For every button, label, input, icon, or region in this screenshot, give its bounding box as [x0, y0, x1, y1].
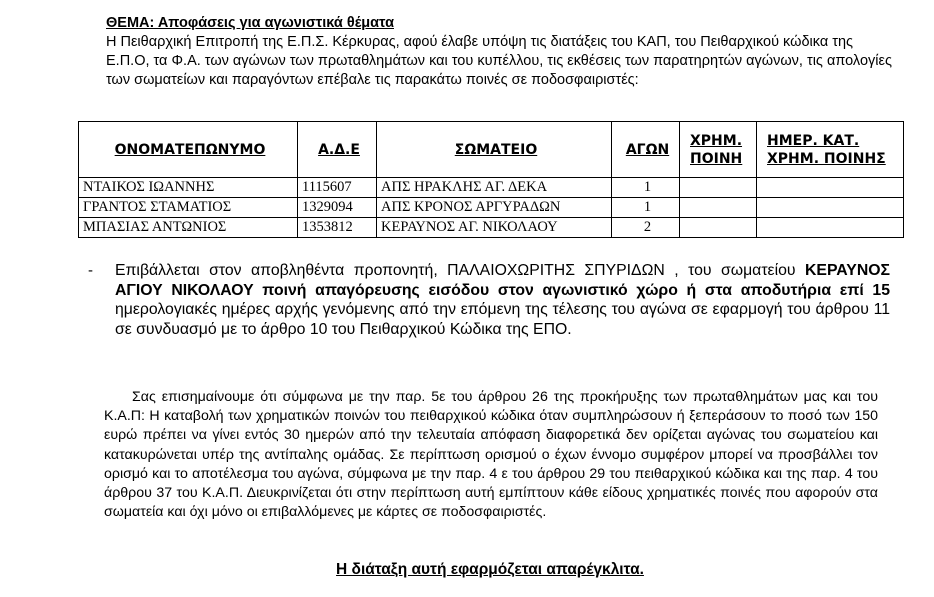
cell-ade: 1329094 [298, 198, 377, 218]
header-fine [680, 122, 757, 178]
subject-title: ΘΕΜΑ: Αποφάσεις για αγωνιστικά θέματα [106, 15, 394, 31]
cell-fine [680, 218, 757, 238]
cell-name: ΓΡΑΝΤΟΣ ΣΤΑΜΑΤΙΟΣ [79, 198, 298, 218]
cell-matches: 2 [612, 218, 680, 238]
header-matches: ΑΓΩΝ [612, 122, 680, 178]
footer-statement [0, 561, 934, 579]
coach-decision-paragraph [115, 261, 890, 339]
decision-bold-text: ΚΕΡΑΥΝΟΣ ΑΓΙΟΥ ΝΙΚΟΛΑΟΥ ποινή απαγόρευσης εισόδου στον αγωνιστικό χώρο ή στα αποδυτήρια επί 15 [115, 262, 890, 299]
cell-fine-date [757, 198, 904, 218]
cell-ade: 1115607 [298, 178, 377, 198]
header-fine-line1: ΧΡΗΜ. [690, 132, 743, 149]
subject-paragraph [106, 14, 896, 90]
cell-fine [680, 198, 757, 218]
decision-text-2: ημερολογιακές ημέρες αρχής γενόμενης από την επόμενη της τέλεσης του αγώνα σε εφαρμογή του άρθρου 11 σε συνδυασμό με το άρθρο 10 του Πειθαρχικού Κώδικα της ΕΠΟ. [115, 301, 890, 338]
header-club: ΣΩΜΑΤΕΙΟ [377, 122, 612, 178]
cell-matches: 1 [612, 178, 680, 198]
cell-club: ΚΕΡΑΥΝΟΣ ΑΓ. ΝΙΚΟΛΑΟΥ [377, 218, 612, 238]
cell-fine [680, 178, 757, 198]
list-bullet: - [88, 262, 93, 279]
header-date-line1: ΗΜΕΡ. ΚΑΤ. [767, 132, 860, 149]
cell-matches: 1 [612, 198, 680, 218]
cell-fine-date [757, 218, 904, 238]
cell-name: ΝΤΑΙΚΟΣ ΙΩΑΝΝΗΣ [79, 178, 298, 198]
header-ade: Α.Δ.Ε [298, 122, 377, 178]
cell-club: ΑΠΣ ΚΡΟΝΟΣ ΑΡΓΥΡΑΔΩΝ [377, 198, 612, 218]
header-fine-date [757, 122, 904, 178]
notice-paragraph: Σας επισημαίνουμε ότι σύμφωνα με την παρ. 5ε του άρθρου 26 της προκήρυξης των πρωταθλημάτων μας και του Κ.Α.Π: Η καταβολή των χρηματικών ποινών του πειθαρχικού κώδικα όταν συμπληρώσουν ή ξεπεράσουν το ποσό των 150 ευρώ πρέπει να γίνει εντός 30 ημερών από την τελευταία απόφαση διαφορετικά δεν ορίζεται αγώνας του σωματείου και κατακυρώνεται υπέρ της αντίπαλης ομάδας. Σε περίπτωση ορισμού ο έχων έννομο συμφέρον μπορεί να προσβάλλει τον ορισμό και το αποτέλεσμα του αγώνα, σύμφωνα με την παρ. 4 ε του άρθρου 29 του πειθαρχικού κώδικα και της παρ. 4 του άρθρου 37 του Κ.Α.Π. Διευκρινίζεται ότι στην περίπτωση αυτή εμπίπτουν κάθε είδους χρηματικές ποινές που αφορούν στα σωματεία και όχι μόνο οι επιβαλλόμενες με κάρτες σε ποδοσφαιριστές. [104, 389, 878, 521]
header-date-line2: ΧΡΗΜ. ΠΟΙΝΗΣ [767, 150, 886, 167]
cell-name: ΜΠΑΣΙΑΣ ΑΝΤΩΝΙΟΣ [79, 218, 298, 238]
cell-ade: 1353812 [298, 218, 377, 238]
footer-text: Η διάταξη αυτή εφαρμόζεται απαρέγκλιτα. [336, 561, 644, 578]
cell-fine-date [757, 178, 904, 198]
table-row [79, 218, 904, 238]
header-name: ΟΝΟΜΑΤΕΠΩΝΥΜΟ [79, 122, 298, 178]
subject-body: Η Πειθαρχική Επιτροπή της Ε.Π.Σ. Κέρκυρας, αφού έλαβε υπόψη τις διατάξεις του ΚΑΠ, του Πειθαρχικού κώδικα της Ε.Π.Ο, τα Φ.Α. των αγώνων των πρωταθλημάτων και του κυπέλλου, τις εκθέσεις των παρατηρητών αγώνων, τις απολογίες των σωματείων και παραγόντων επέβαλε τις παρακάτω ποινές σε ποδοσφαιριστές: [106, 34, 892, 88]
header-fine-line2: ΠΟΙΝΗ [690, 150, 743, 167]
decision-text-1: Επιβάλλεται στον αποβληθέντα προπονητή, ΠΑΛΑΙΟΧΩΡΙΤΗΣ ΣΠΥΡΙΔΩΝ , του σωματείου [115, 262, 805, 279]
table-row [79, 198, 904, 218]
cell-club: ΑΠΣ ΗΡΑΚΛΗΣ ΑΓ. ΔΕΚΑ [377, 178, 612, 198]
penalties-table [78, 121, 904, 238]
table-row [79, 178, 904, 198]
table-header-row [79, 122, 904, 178]
